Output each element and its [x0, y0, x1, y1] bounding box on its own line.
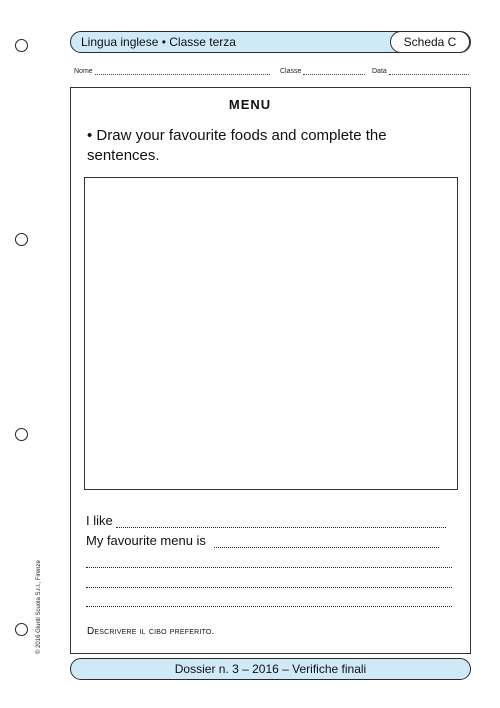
- header-banner: [70, 31, 471, 53]
- footer-banner: [70, 658, 471, 680]
- sentence-line[interactable]: [86, 573, 454, 589]
- sentence-line[interactable]: [86, 513, 454, 529]
- answer-dots: [214, 537, 439, 548]
- student-info-line: [74, 66, 472, 80]
- answer-dots: [86, 596, 452, 607]
- drawing-area[interactable]: [84, 177, 458, 490]
- binder-hole: [15, 233, 28, 246]
- binder-hole: [15, 428, 28, 441]
- answer-dots: [86, 577, 452, 588]
- binder-hole: [15, 39, 28, 52]
- answer-dots: [86, 557, 452, 568]
- name-label: Nome: [74, 68, 93, 75]
- name-field[interactable]: [95, 66, 270, 75]
- sheet-label: Scheda C: [390, 31, 470, 53]
- sentence-line[interactable]: [86, 553, 454, 569]
- instruction-text: • Draw your favourite foods and complete the sentences.: [87, 127, 387, 164]
- sentence-prompt: I like: [86, 513, 113, 528]
- footer-text: Dossier n. 3 – 2016 – Verifiche finali: [174, 662, 367, 676]
- class-field[interactable]: [303, 66, 365, 75]
- sentence-line[interactable]: [86, 592, 454, 608]
- header-subject: Lingua inglese • Classe terza: [81, 35, 236, 49]
- page-title: MENU: [228, 97, 272, 112]
- class-label: Classe: [280, 68, 302, 75]
- task-note: Descrivere il cibo preferito.: [87, 626, 215, 637]
- answer-dots: [116, 517, 446, 528]
- binder-hole: [15, 623, 28, 636]
- date-label: Data: [372, 68, 387, 75]
- sentence-prompt: My favourite menu is: [86, 533, 206, 548]
- copyright-text: © 2016 Giunti Scuola S.r.l., Firenze: [36, 560, 42, 654]
- sentence-line[interactable]: [86, 533, 454, 549]
- date-field[interactable]: [389, 66, 469, 75]
